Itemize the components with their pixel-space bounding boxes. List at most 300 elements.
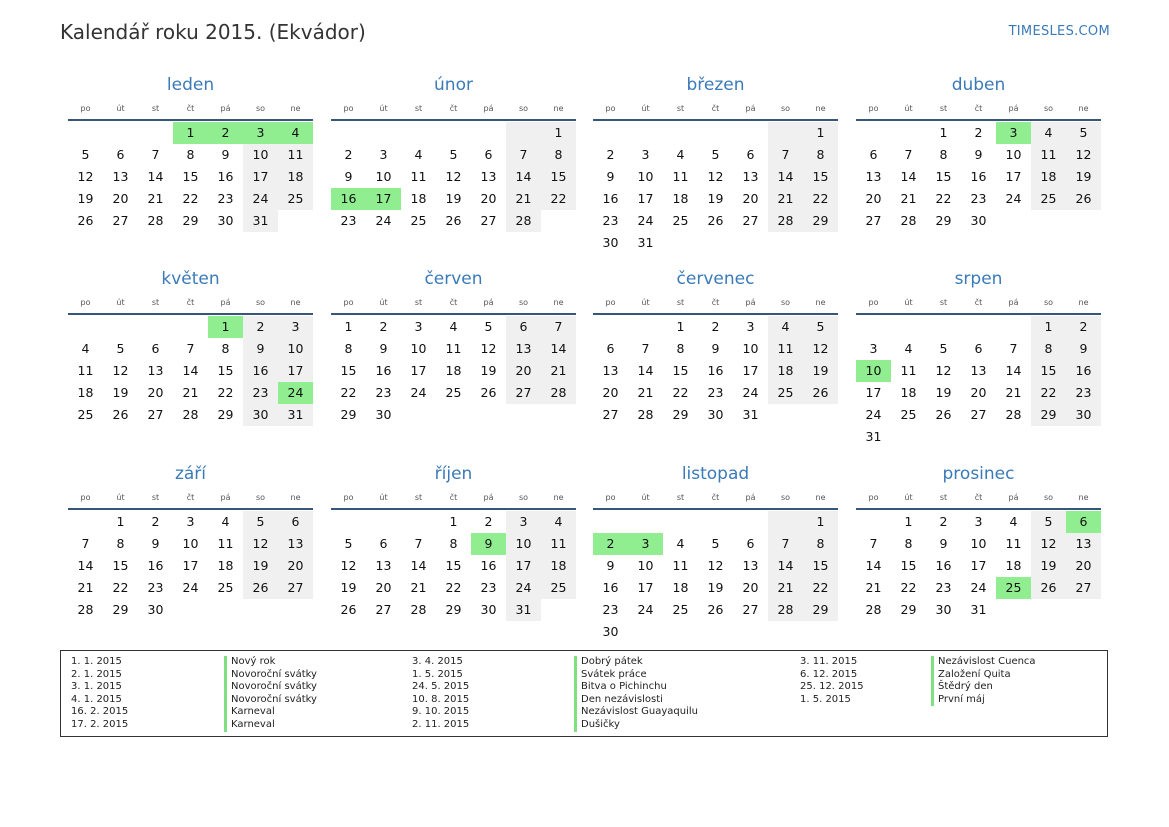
weekday-header [593,490,838,506]
day-cell: 18 [900,385,917,400]
day-cell: 16 [147,558,164,573]
month-divider [593,313,838,315]
day-cell: 6 [869,147,878,162]
day-cell: 31 [243,210,278,232]
weekday-label: pá [483,298,494,307]
day-cell: 4 [414,147,423,162]
weekday-label: pá [745,104,756,113]
month-divider [68,508,313,510]
day-cell: 7 [641,341,650,356]
empty-cell [891,316,926,338]
weekday-label: út [116,104,125,113]
day-cell: 18 [541,555,576,577]
empty-cell [733,232,768,254]
day-cell: 23 [970,191,987,206]
day-cell: 28 [541,382,576,404]
day-cell: 31 [278,404,313,426]
day-cell: 8 [541,144,576,166]
day-cell: 24 [375,213,392,228]
day-cell: 16 [707,363,724,378]
day-cell: 4 [904,341,913,356]
day-cell: 8 [1031,338,1066,360]
empty-cell [401,122,436,144]
day-cell: 15 [672,363,689,378]
day-cell: 29 [672,407,689,422]
month-name: leden [166,75,215,95]
day-cell: 5 [449,147,458,162]
day-cell: 20 [147,385,164,400]
day-cell: 2 [151,514,160,529]
month-name: prosinec [942,464,1015,484]
month-divider [856,508,1101,510]
day-cell: 29 [112,602,129,617]
day-cell: 4 [278,122,313,144]
day-cell: 20 [375,580,392,595]
day-cell: 4 [449,319,458,334]
weekday-label: so [1043,104,1054,113]
day-cell: 30 [217,213,234,228]
empty-cell [103,122,138,144]
day-cell: 18 [672,580,689,595]
day-cell: 16 [1066,360,1101,382]
day-cell: 5 [484,319,493,334]
day-cell: 23 [602,213,619,228]
weekday-header [856,295,1101,311]
day-cell: 1 [208,316,243,338]
legend-entry: 2. 11. 2015 [412,718,470,730]
day-cell: 22 [803,188,838,210]
day-cell: 3 [641,147,650,162]
day-cell: 16 [602,580,619,595]
day-cell: 30 [147,602,164,617]
day-cell: 5 [711,536,720,551]
day-cell: 7 [506,144,541,166]
weekday-label: út [379,298,388,307]
legend-dates-col-3 [800,656,864,706]
day-cell: 17 [278,360,313,382]
day-cell: 11 [672,169,689,184]
day-cell: 26 [803,382,838,404]
empty-cell [961,316,996,338]
day-cell: 6 [606,341,615,356]
day-cell: 6 [151,341,160,356]
day-cell: 13 [742,169,759,184]
day-cell: 5 [81,147,90,162]
day-cell: 27 [147,407,164,422]
empty-cell [593,122,628,144]
page-title: Kalendář roku 2015. (Ekvádor) [60,20,366,44]
empty-cell [733,511,768,533]
day-cell: 30 [707,407,724,422]
empty-cell [803,404,838,426]
day-cell: 25 [672,602,689,617]
day-cell: 3 [414,319,423,334]
empty-cell [628,316,663,338]
month-name: červenec [676,269,755,289]
weekday-header [68,295,313,311]
day-cell: 21 [865,580,882,595]
month-5 [68,267,313,426]
day-cell: 2 [243,316,278,338]
day-cell: 1 [1031,316,1066,338]
day-cell: 29 [340,407,357,422]
weekday-label: po [868,298,879,307]
days-grid [331,122,576,232]
day-cell: 8 [803,533,838,555]
legend-entry: Štědrý den [931,681,1036,694]
empty-cell [436,122,471,144]
empty-cell [208,599,243,621]
weekday-label: st [151,104,160,113]
weekday-label: so [780,104,791,113]
empty-cell [1031,599,1066,621]
day-cell: 18 [410,191,427,206]
empty-cell [663,511,698,533]
legend-dates-col-2 [412,656,469,732]
weekday-label: ne [1078,493,1089,502]
day-cell: 5 [116,341,125,356]
day-cell: 3 [974,514,983,529]
legend-entry: Dušičky [574,719,698,732]
weekday-label: pá [745,298,756,307]
month-10 [331,462,576,621]
day-cell: 19 [707,580,724,595]
day-cell: 15 [803,166,838,188]
month-divider [68,119,313,121]
month-6 [331,267,576,426]
weekday-label: po [80,298,91,307]
empty-cell [698,511,733,533]
day-cell: 18 [217,558,234,573]
day-cell: 2 [593,533,628,555]
month-name: březen [686,75,745,95]
weekday-label: ne [553,298,564,307]
day-cell: 23 [243,382,278,404]
day-cell: 2 [208,122,243,144]
weekday-header [331,295,576,311]
day-cell: 21 [768,577,803,599]
days-grid [593,511,838,643]
day-cell: 10 [506,533,541,555]
day-cell: 16 [217,169,234,184]
day-cell: 24 [742,385,759,400]
weekday-header [856,490,1101,506]
day-cell: 13 [865,169,882,184]
day-cell: 27 [970,407,987,422]
weekday-label: út [904,298,913,307]
weekday-label: pá [1008,493,1019,502]
day-cell: 30 [935,602,952,617]
weekday-label: po [80,493,91,502]
month-divider [593,508,838,510]
day-cell: 5 [1066,122,1101,144]
empty-cell [663,621,698,643]
weekday-label: út [116,298,125,307]
day-cell: 23 [340,213,357,228]
month-name: únor [434,75,473,95]
day-cell: 31 [970,602,987,617]
weekday-label: čt [449,493,458,502]
day-cell: 21 [637,385,654,400]
day-cell: 13 [506,338,541,360]
empty-cell [803,621,838,643]
day-cell: 1 [449,514,458,529]
day-cell: 28 [182,407,199,422]
weekday-label: so [255,298,266,307]
empty-cell [68,316,103,338]
day-cell: 30 [602,624,619,639]
day-cell: 28 [637,407,654,422]
empty-cell [366,122,401,144]
day-cell: 12 [480,341,497,356]
day-cell: 16 [243,360,278,382]
weekday-label: st [151,493,160,502]
day-cell: 8 [344,341,353,356]
day-cell: 7 [414,536,423,551]
day-cell: 1 [344,319,353,334]
legend-entry: Nezávislost Guayaquilu [574,706,698,719]
month-1 [68,73,313,232]
day-cell: 2 [974,125,983,140]
empty-cell [471,404,506,426]
day-cell: 12 [803,338,838,360]
day-cell: 3 [379,147,388,162]
weekday-label: st [151,298,160,307]
day-cell: 16 [331,188,366,210]
day-cell: 19 [480,363,497,378]
day-cell: 25 [672,213,689,228]
day-cell: 21 [506,188,541,210]
day-cell: 3 [628,533,663,555]
day-cell: 10 [742,341,759,356]
empty-cell [663,122,698,144]
day-cell: 26 [1066,188,1101,210]
day-cell: 25 [77,407,94,422]
day-cell: 10 [1005,147,1022,162]
weekday-header [856,101,1101,117]
day-cell: 11 [768,338,803,360]
legend-entry: 16. 2. 2015 [71,706,129,718]
day-cell: 9 [151,536,160,551]
weekday-label: ne [290,298,301,307]
day-cell: 26 [112,407,129,422]
day-cell: 30 [480,602,497,617]
day-cell: 1 [904,514,913,529]
weekday-label: st [414,104,423,113]
empty-cell [103,316,138,338]
day-cell: 19 [1031,555,1066,577]
days-grid [331,316,576,426]
legend-entry: Svátek práce [574,669,698,682]
day-cell: 29 [1031,404,1066,426]
day-cell: 13 [112,169,129,184]
days-grid [331,511,576,621]
weekday-label: po [343,493,354,502]
day-cell: 23 [602,602,619,617]
month-8 [856,267,1101,448]
weekday-label: ne [1078,104,1089,113]
day-cell: 27 [602,407,619,422]
day-cell: 12 [77,169,94,184]
weekday-label: ne [553,493,564,502]
day-cell: 26 [243,577,278,599]
day-cell: 16 [602,191,619,206]
day-cell: 9 [711,341,720,356]
weekday-label: čt [711,104,720,113]
day-cell: 27 [742,213,759,228]
day-cell: 4 [768,316,803,338]
days-grid [68,511,313,621]
day-cell: 28 [865,602,882,617]
day-cell: 21 [1005,385,1022,400]
empty-cell [436,404,471,426]
day-cell: 2 [606,147,615,162]
day-cell: 31 [742,407,759,422]
day-cell: 1 [676,319,685,334]
day-cell: 3 [869,341,878,356]
weekday-label: ne [290,104,301,113]
legend-entry: Karneval [224,719,317,732]
empty-cell [698,621,733,643]
day-cell: 9 [471,533,506,555]
day-cell: 14 [182,363,199,378]
month-name: říjen [434,464,473,484]
day-cell: 18 [672,191,689,206]
legend-entry: 3. 4. 2015 [412,656,463,667]
empty-cell [803,232,838,254]
day-cell: 25 [445,385,462,400]
weekday-label: st [414,298,423,307]
empty-cell [768,621,803,643]
day-cell: 26 [77,213,94,228]
weekday-label: čt [186,104,195,113]
weekday-label: so [518,298,529,307]
day-cell: 31 [865,429,882,444]
weekday-label: st [939,298,948,307]
weekday-label: so [518,104,529,113]
day-cell: 19 [707,191,724,206]
day-cell: 9 [939,536,948,551]
weekday-label: ne [290,493,301,502]
weekday-label: čt [186,298,195,307]
day-cell: 4 [541,511,576,533]
day-cell: 10 [970,536,987,551]
day-cell: 7 [541,316,576,338]
month-3 [593,73,838,254]
day-cell: 12 [243,533,278,555]
day-cell: 12 [1066,144,1101,166]
day-cell: 2 [939,514,948,529]
legend-entry: Dobrý pátek [574,656,698,669]
day-cell: 30 [970,213,987,228]
day-cell: 21 [768,188,803,210]
day-cell: 15 [1031,360,1066,382]
brand-link[interactable]: TIMESLES.COM [1008,24,1110,39]
empty-cell [471,122,506,144]
day-cell: 12 [340,558,357,573]
day-cell: 24 [1005,191,1022,206]
empty-cell [996,316,1031,338]
day-cell: 21 [147,191,164,206]
day-cell: 7 [151,147,160,162]
day-cell: 17 [410,363,427,378]
legend-entry: Nový rok [224,656,317,669]
day-cell: 17 [742,363,759,378]
day-cell: 27 [1066,577,1101,599]
holiday-legend [60,650,1108,737]
day-cell: 27 [742,602,759,617]
empty-cell [243,599,278,621]
day-cell: 3 [996,122,1031,144]
day-cell: 13 [742,558,759,573]
day-cell: 12 [935,363,952,378]
weekday-label: pá [745,493,756,502]
weekday-label: čt [449,104,458,113]
month-7 [593,267,838,426]
weekday-label: st [676,104,685,113]
day-cell: 7 [768,533,803,555]
weekday-label: st [676,493,685,502]
weekday-label: út [379,493,388,502]
day-cell: 5 [243,511,278,533]
weekday-label: so [255,104,266,113]
weekday-label: út [904,104,913,113]
month-9 [68,462,313,621]
day-cell: 22 [935,191,952,206]
day-cell: 22 [340,385,357,400]
empty-cell [996,426,1031,448]
day-cell: 8 [186,147,195,162]
weekday-label: po [80,104,91,113]
empty-cell [278,599,313,621]
empty-cell [1066,599,1101,621]
day-cell: 11 [217,536,234,551]
day-cell: 11 [278,144,313,166]
day-cell: 22 [803,577,838,599]
weekday-label: st [676,298,685,307]
day-cell: 2 [379,319,388,334]
weekday-header [593,101,838,117]
empty-cell [278,210,313,232]
empty-cell [768,122,803,144]
empty-cell [541,599,576,621]
empty-cell [366,511,401,533]
weekday-label: po [868,493,879,502]
day-cell: 14 [1005,363,1022,378]
day-cell: 12 [707,558,724,573]
day-cell: 17 [637,191,654,206]
day-cell: 29 [182,213,199,228]
day-cell: 4 [1009,514,1018,529]
day-cell: 18 [768,360,803,382]
day-cell: 9 [243,338,278,360]
day-cell: 9 [606,558,615,573]
day-cell: 14 [147,169,164,184]
day-cell: 27 [865,213,882,228]
empty-cell [401,404,436,426]
day-cell: 9 [974,147,983,162]
day-cell: 24 [970,580,987,595]
day-cell: 20 [742,191,759,206]
day-cell: 5 [939,341,948,356]
day-cell: 19 [445,191,462,206]
day-cell: 24 [278,382,313,404]
day-cell: 9 [379,341,388,356]
legend-names-col-3 [931,656,1036,706]
day-cell: 23 [147,580,164,595]
day-cell: 21 [900,191,917,206]
day-cell: 5 [803,316,838,338]
